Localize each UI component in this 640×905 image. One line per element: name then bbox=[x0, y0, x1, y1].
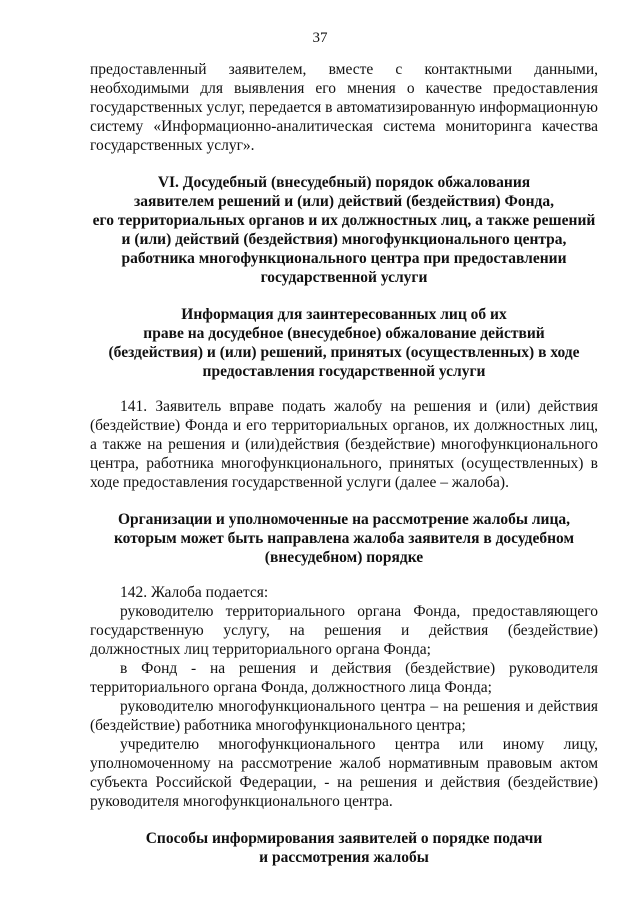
heading-line: Информация для заинтересованных лиц об их bbox=[181, 306, 507, 323]
heading-line: предоставления государственной услуги bbox=[202, 363, 486, 380]
paragraph-142-item: руководителю территориального органа Фонда, предоставляющего государственную услугу, на решения и действия (бездействие) должностных лиц территориального органа Фонда; bbox=[90, 603, 598, 658]
heading-line: государственной услуги bbox=[260, 269, 428, 286]
heading-line: заявителем решений и (или) действий (бездействия) Фонда, bbox=[134, 193, 554, 210]
heading-line: (внесудебном) порядке bbox=[264, 549, 424, 566]
heading-line: которым может быть направлена жалоба заявителя в досудебном bbox=[113, 530, 575, 547]
heading-line: работника многофункционального центра при предоставлении bbox=[121, 250, 567, 267]
methods-subheading bbox=[90, 829, 598, 867]
paragraph-142-item: учредителю многофункционального центра или иному лицу, уполномоченному на рассмотрение жалоб нормативным правовым актом субъекта Российской Федерации, - на решения и действия (бездействие) руководителя многофункционального центра. bbox=[90, 736, 598, 810]
heading-line: и рассмотрения жалобы bbox=[259, 849, 429, 866]
page-number: 37 bbox=[312, 30, 328, 46]
heading-line: его территориальных органов и их должностных лиц, а также решений bbox=[92, 212, 596, 229]
paragraph-141: 141. Заявитель вправе подать жалобу на решения и (или) действия (бездействие) Фонда и его территориальных органов, их должностных лиц, а также на решения и (или)действия (бездействие) многофункционального центра, работника многофункционального, принятых (осуществленных) в ходе предоставления государственной услуги (далее – жалоба). bbox=[90, 398, 598, 491]
heading-line: и (или) действий (бездействия) многофункционального центра, bbox=[121, 231, 567, 248]
info-subheading bbox=[90, 305, 598, 381]
paragraph-142-intro: 142. Жалоба подается: bbox=[120, 584, 269, 601]
heading-line: Организации и уполномоченные на рассмотрение жалобы лица, bbox=[117, 511, 571, 528]
heading-line: праве на досудебное (внесудебное) обжалование действий bbox=[143, 325, 545, 342]
paragraph-142-item: руководителю многофункционального центра – на решения и действия (бездействие) работника многофункционального центра; bbox=[90, 698, 598, 734]
page-content bbox=[90, 60, 598, 867]
heading-line: Способы информирования заявителей о порядке подачи bbox=[145, 830, 543, 847]
heading-line: VI. Досудебный (внесудебный) порядок обжалования bbox=[157, 174, 531, 191]
intro-paragraph: предоставленный заявителем, вместе с контактными данными, необходимыми для выявления его мнения о качестве предоставления государственных услуг, передается в автоматизированную информационную систему «Информационно-аналитическая система мониторинга качества государственных услуг». bbox=[90, 61, 598, 154]
paragraph-142-item: в Фонд - на решения и действия (бездействие) руководителя территориального органа Фонда, должностного лица Фонда; bbox=[90, 660, 598, 696]
section-vi-heading bbox=[90, 173, 598, 287]
heading-line: (бездействия) и (или) решений, принятых (осуществленных) в ходе bbox=[108, 344, 580, 361]
orgs-subheading bbox=[90, 510, 598, 567]
